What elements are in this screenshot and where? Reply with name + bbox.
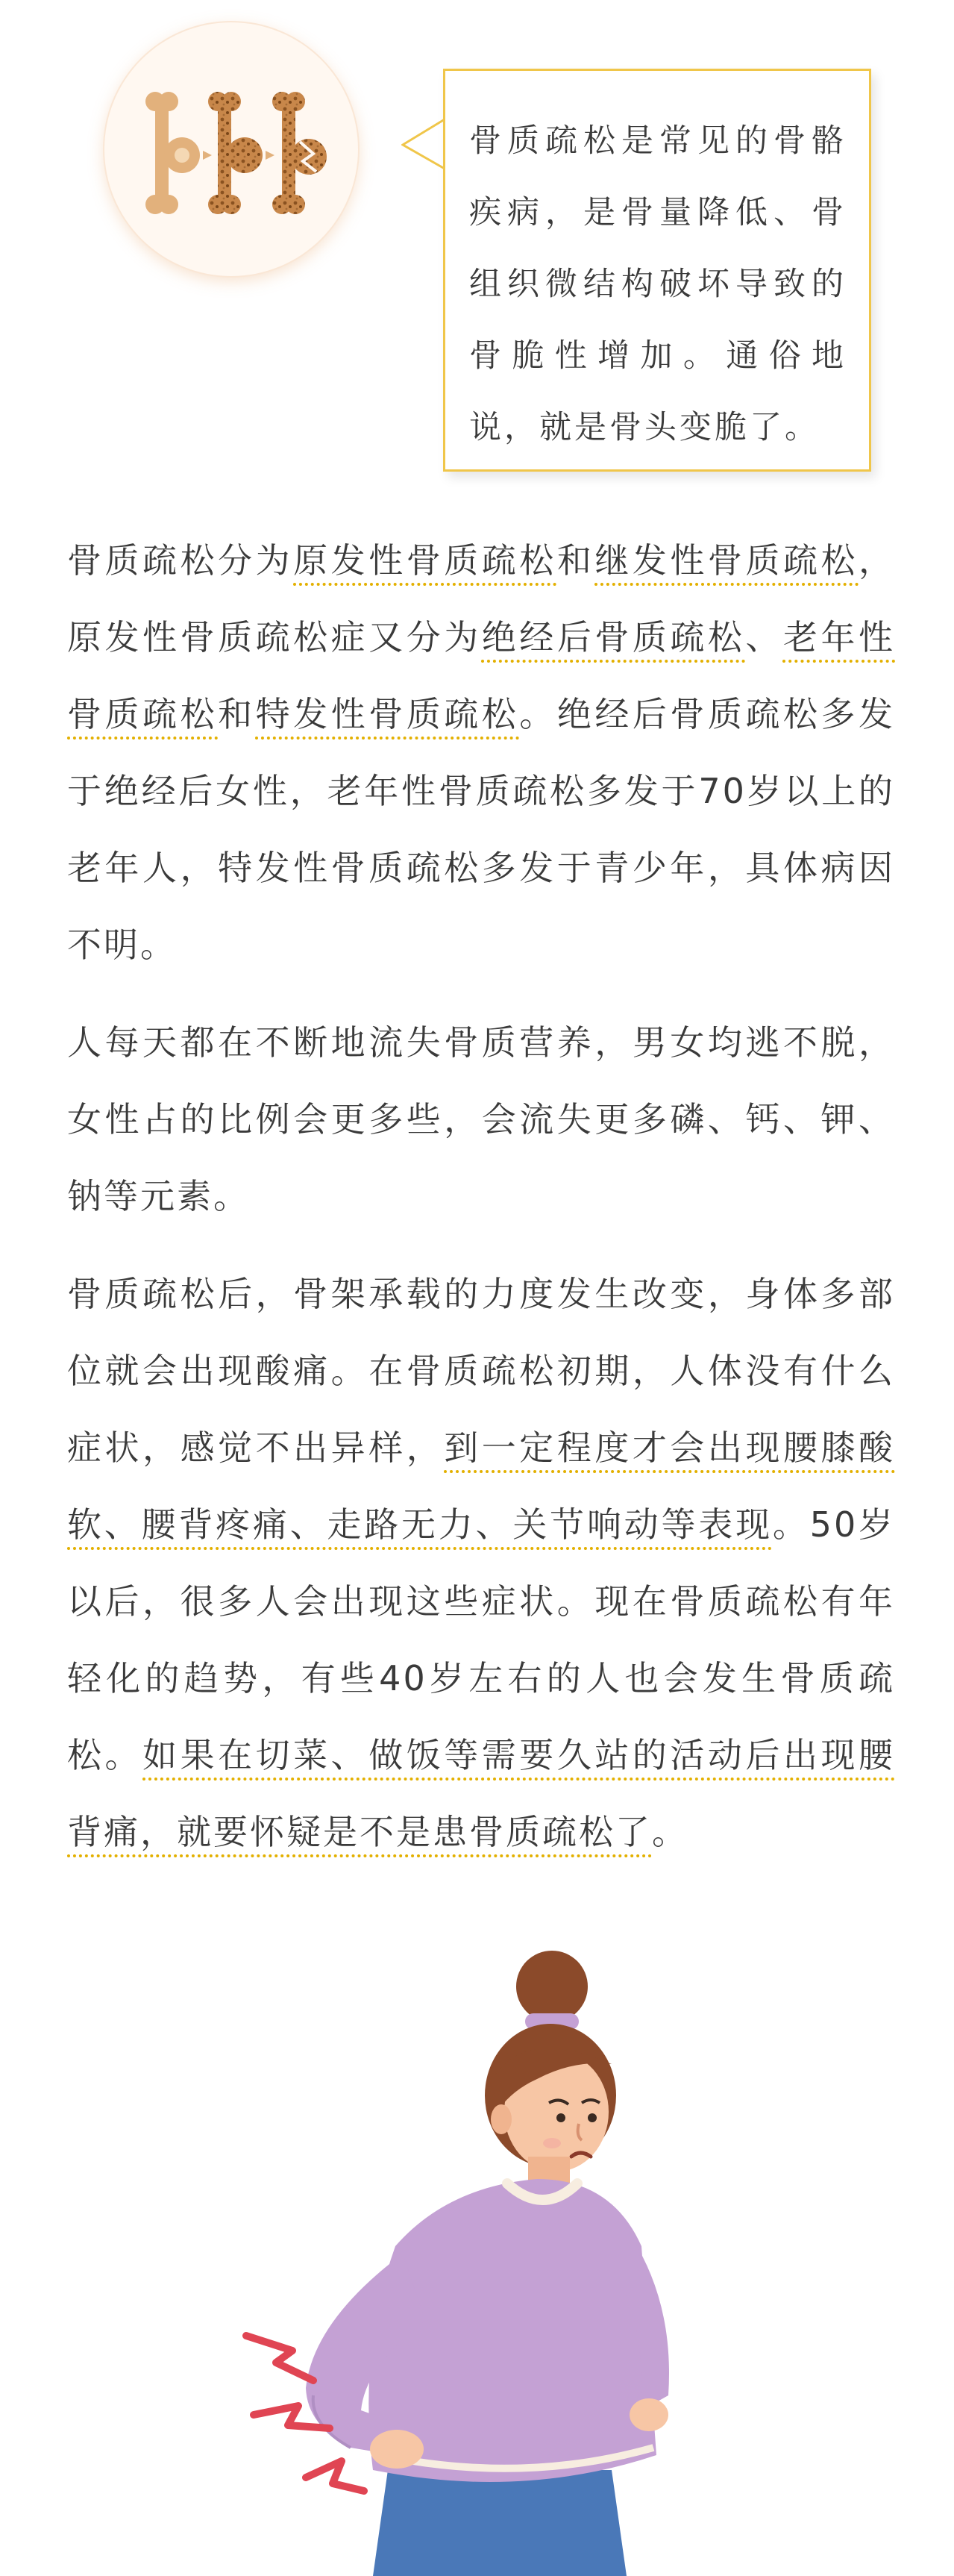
highlighted-term: 老年性骨质疏松 xyxy=(67,617,896,734)
text-segment: 和 xyxy=(218,694,256,734)
highlighted-term: 绝经后骨质疏松 xyxy=(481,617,746,657)
intro-speech-bubble xyxy=(443,69,871,472)
highlighted-sentence: 如果在切菜、做饭等需要久站的活动后出现腰背痛，就要怀疑是不是患骨质疏松了 xyxy=(67,1735,896,1852)
bubble-tail xyxy=(401,118,446,170)
arrow-icon xyxy=(203,151,212,160)
highlighted-term: 特发性骨质疏松 xyxy=(255,694,520,734)
text-segment: 。 xyxy=(652,1812,688,1852)
bone-osteoporosis-progression-icon xyxy=(104,22,358,276)
woman-back-pain-illustration xyxy=(224,1933,731,2576)
text-segment: 、 xyxy=(745,617,783,657)
highlighted-term: 继发性骨质疏松 xyxy=(594,540,859,581)
bone-icon-circle xyxy=(104,22,358,276)
text-segment: ，原发性骨质疏松症又分为 xyxy=(67,540,896,657)
text-segment: 。50岁以后，很多人会出现这些症状。现在骨质疏松有年轻化的趋势，有些40岁左右的人也会发生骨质疏松。 xyxy=(67,1504,895,1775)
text-segment: 和 xyxy=(556,540,595,581)
arrow-icon xyxy=(266,151,274,160)
intro-text: 骨质疏松是常见的骨骼疾病，是骨量降低、骨组织微结构破坏导致的骨脆性增加。通俗地说，就是骨头变脆了。 xyxy=(469,122,847,446)
porous-bone-icon xyxy=(208,92,263,214)
article-body xyxy=(67,522,895,1892)
paragraph-1 xyxy=(67,522,895,984)
text-segment: 骨质疏松分为 xyxy=(67,540,294,581)
fractured-bone-icon xyxy=(272,92,327,214)
text-segment: 骨质疏松后，骨架承载的力度发生改变，身体多部位就会出现酸痛。在骨质疏松初期，人体没有什么症状，感觉不出异样， xyxy=(67,1274,895,1468)
paragraph-2 xyxy=(67,1004,895,1235)
text-segment: 。绝经后骨质疏松多发于绝经后女性，老年性骨质疏松多发于70岁以上的老年人，特发性骨质疏松多发于青少年，具体病因不明。 xyxy=(67,694,896,965)
highlighted-sentence: 到一定程度才会出现腰膝酸软、腰背疼痛、走路无力、关节响动等表现 xyxy=(67,1428,896,1545)
healthy-bone-icon xyxy=(145,92,200,214)
paragraph-3 xyxy=(67,1256,895,1871)
highlighted-term: 原发性骨质疏松 xyxy=(293,540,557,581)
text-segment: 人每天都在不断地流失骨质营养，男女均逃不脱，女性占的比例会更多些，会流失更多磷、钙、钾、钠等元素。 xyxy=(67,1022,895,1216)
